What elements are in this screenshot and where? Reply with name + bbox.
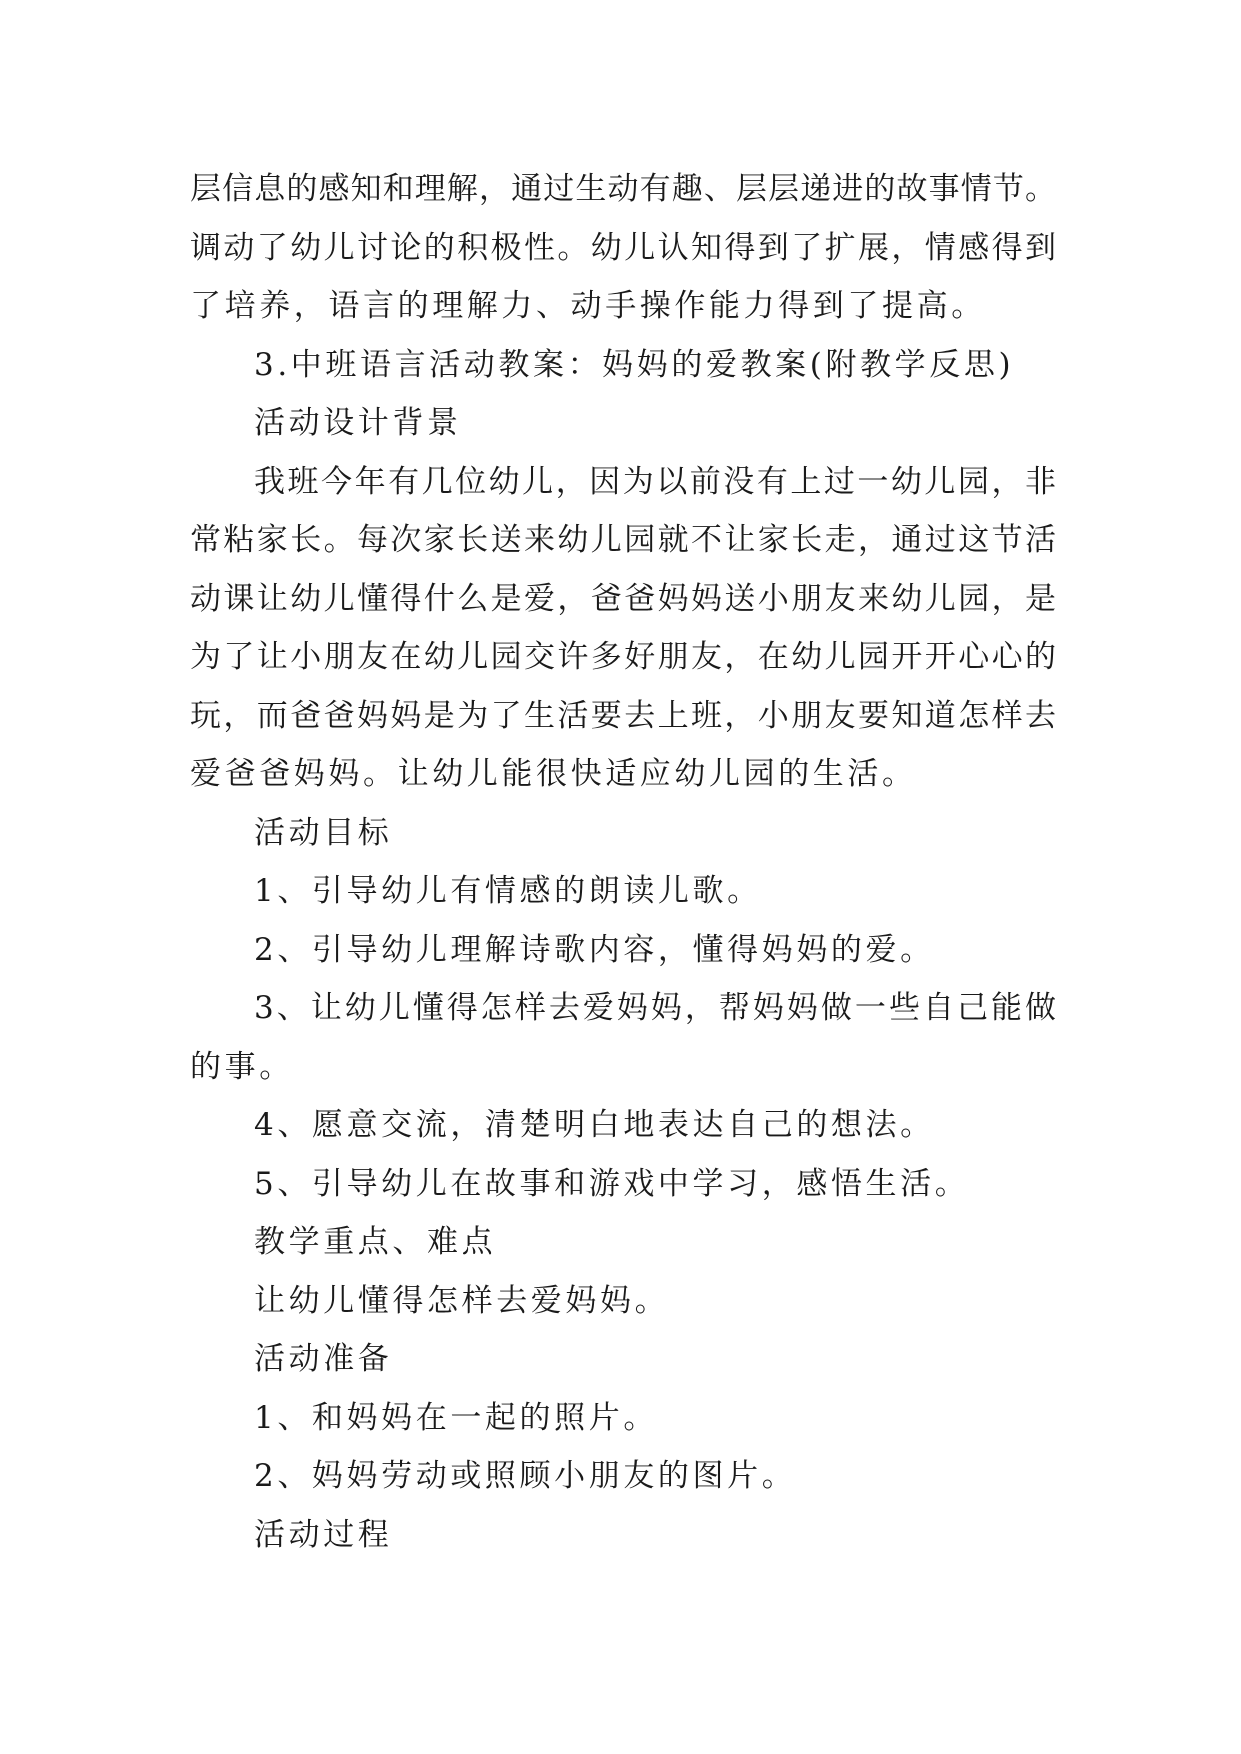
text-line: 调动了幼儿讨论的积极性。幼儿认知得到了扩展，情感得到 xyxy=(190,229,1056,266)
text-line: 爱爸爸妈妈。让幼儿能很快适应幼儿园的生活。 xyxy=(190,756,917,792)
section-heading: 3.中班语言活动教案：妈妈的爱教案(附教学反思) xyxy=(254,346,1015,383)
list-item: 1、和妈妈在一起的照片。 xyxy=(254,1399,658,1436)
subheading: 活动目标 xyxy=(254,814,393,851)
text-line: 动课让幼儿懂得什么是爱，爸爸妈妈送小朋友来幼儿园，是 xyxy=(190,580,1056,617)
text-line: 玩，而爸爸妈妈是为了生活要去上班，小朋友要知道怎样去 xyxy=(190,697,1056,734)
list-item: 5、引导幼儿在故事和游戏中学习，感悟生活。 xyxy=(254,1165,970,1202)
subheading: 活动设计背景 xyxy=(254,405,462,441)
list-item: 1、引导幼儿有情感的朗读儿歌。 xyxy=(254,873,762,909)
document-body xyxy=(190,160,1056,1564)
text-line: 层信息的感知和理解，通过生动有趣、层层递进的故事情节。 xyxy=(190,171,1056,207)
text-line: 让幼儿懂得怎样去爱妈妈。 xyxy=(254,1282,670,1319)
text-line: 我班今年有几位幼儿，因为以前没有上过一幼儿园，非 xyxy=(254,463,1056,500)
list-item: 2、妈妈劳动或照顾小朋友的图片。 xyxy=(254,1458,797,1494)
text-line: 常粘家长。每次家长送来幼儿园就不让家长走，通过这节活 xyxy=(190,522,1056,558)
subheading: 活动准备 xyxy=(254,1341,393,1377)
list-item: 3、让幼儿懂得怎样去爱妈妈，帮妈妈做一些自己能做 xyxy=(254,990,1056,1026)
list-item: 4、愿意交流，清楚明白地表达自己的想法。 xyxy=(254,1107,935,1143)
text-line: 为了让小朋友在幼儿园交许多好朋友，在幼儿园开开心心的 xyxy=(190,639,1056,675)
text-line: 的事。 xyxy=(190,1048,294,1085)
subheading: 活动过程 xyxy=(254,1516,393,1553)
subheading: 教学重点、难点 xyxy=(254,1224,497,1260)
text-line: 了培养，语言的理解力、动手操作能力得到了提高。 xyxy=(190,288,986,324)
list-item: 2、引导幼儿理解诗歌内容，懂得妈妈的爱。 xyxy=(254,931,935,968)
